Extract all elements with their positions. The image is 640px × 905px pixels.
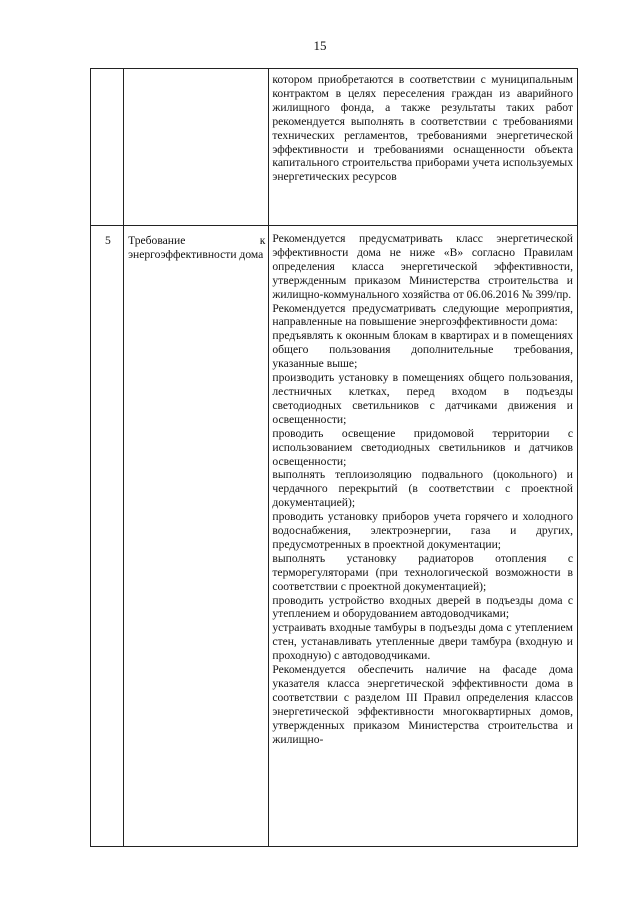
requirements-table (90, 68, 578, 847)
requirement-name: Требование к энергоэффективности дома (128, 234, 266, 261)
table-row (91, 69, 578, 226)
paragraph: проводить устройство входных дверей в подъезды дома с утеплением и оборудованием автодоводчиками; (272, 593, 573, 621)
paragraph: проводить освещение придомовой территории с использованием светодиодных светильников и датчиков освещенности; (272, 426, 573, 468)
paragraph: выполнять теплоизоляцию подвального (цокольного) и чердачного перекрытий (в соответствии с проектной документацией); (272, 468, 573, 510)
paragraph: выполнять установку радиаторов отопления с терморегуляторами (при технологической возможности в соответствии с проектной документацией); (272, 551, 573, 593)
paragraph: Рекомендуется предусматривать следующие мероприятия, направленные на повышение энергоэффективности дома: (272, 301, 573, 329)
requirement-text-cell (269, 226, 578, 847)
paragraph: Рекомендуется предусматривать класс энергетической эффективности дома не ниже «В» согласно Правилам определения класса энергетической эффективности, утвержденным приказом Министерства строительства и жилищно-коммунального хозяйства от 06.06.2016 № 399/пр. (272, 232, 573, 301)
row-number-cell: 5 (91, 226, 124, 847)
requirement-name-cell (124, 226, 269, 847)
paragraph: производить установку в помещениях общего пользования, лестничных клетках, перед входом в подъезды светодиодных светильников с датчиками движения и освещенности; (272, 371, 573, 426)
requirement-name-cell (124, 69, 269, 226)
paragraph: Рекомендуется обеспечить наличие на фасаде дома указателя класса энергетической эффективности дома в соответствии с разделом III Правил определения классов энергетической эффективности многоквартирных домов, утвержденных приказом Министерства строительства и жилищно- (272, 663, 573, 746)
paragraph: котором приобретаются в соответствии с муниципальным контрактом в целях переселения граждан из аварийного жилищного фонда, а также результаты таких работ рекомендуется выполнять в соответствии с требованиями технических регламентов, требованиями энергетической эффективности и требованиями оснащенности объекта капитального строительства приборами учета используемых энергетических ресурсов (272, 73, 573, 184)
requirement-text-cell (269, 69, 578, 226)
paragraph: проводить установку приборов учета горячего и холодного водоснабжения, электроэнергии, газа и других, предусмотренных в проектной документации; (272, 510, 573, 551)
page-number: 15 (313, 38, 327, 53)
paragraph: предъявлять к оконным блокам в квартирах и в помещениях общего пользования дополнительные требования, указанные выше; (272, 329, 573, 371)
row-number-cell (91, 69, 124, 226)
table-row (91, 226, 578, 847)
paragraph: устраивать входные тамбуры в подъезды дома с утеплением стен, устанавливать утепленные двери тамбура (входную и проходную) с автодоводчиками. (272, 621, 573, 663)
